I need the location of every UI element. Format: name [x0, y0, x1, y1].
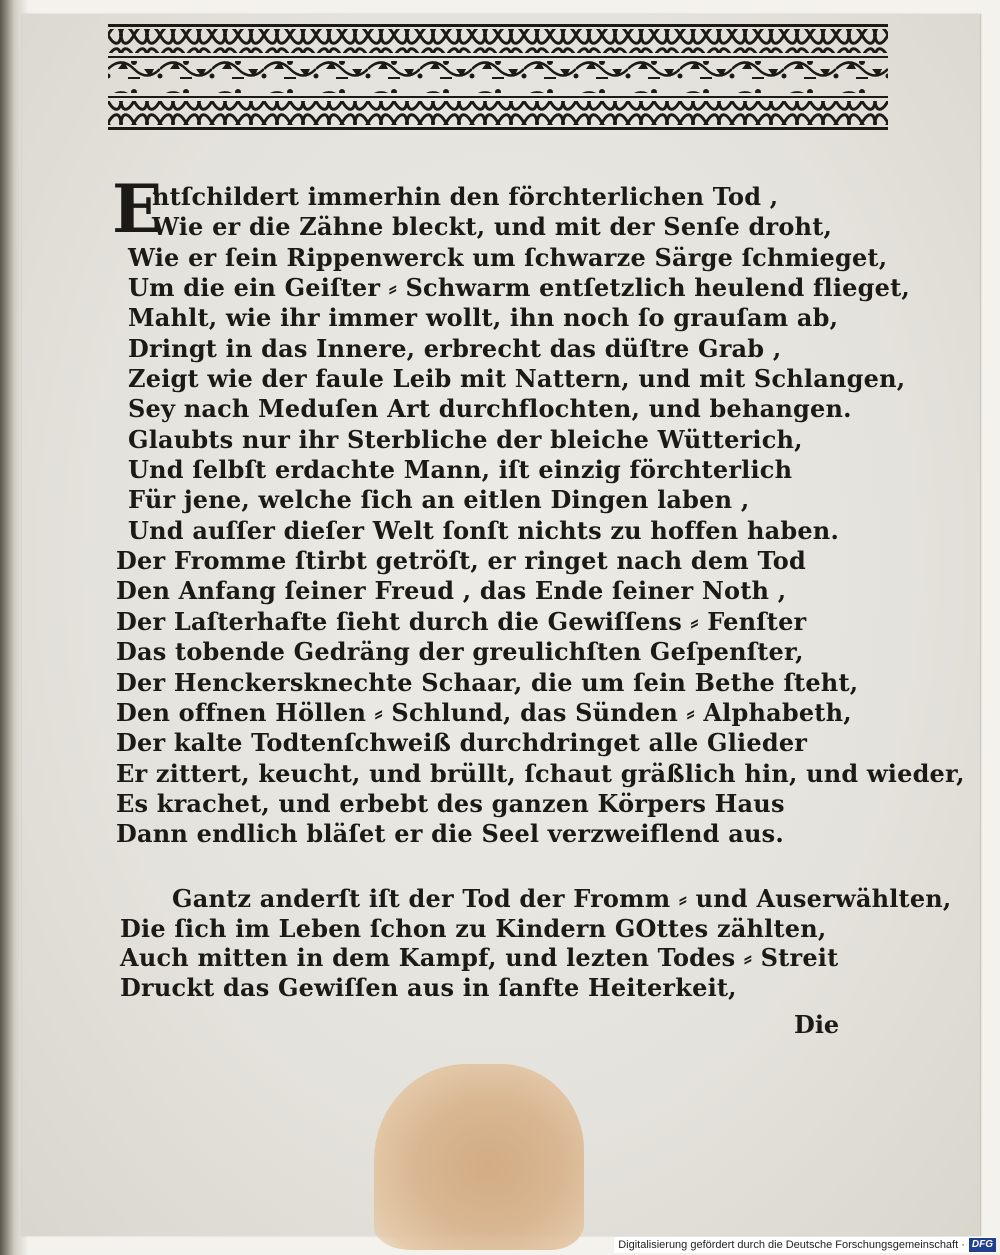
- poem-line: Dann endlich bläſet er die Seel verzweiflend aus.: [116, 819, 784, 849]
- poem-line: ntſchildert immerhin den förchterlichen Tod ,: [152, 182, 779, 211]
- poem-line: Dringt in das Innere, erbrecht das düſtre Grab ,: [128, 333, 782, 363]
- poem-line: Der Laſterhafte ſieht durch die Gewiſſens ⸗ Fenſter: [116, 606, 807, 636]
- poem-line: Der Henckersknechte Schaar, die um ſein Bethe ſteht,: [116, 667, 859, 697]
- catchword: Die: [794, 1010, 840, 1039]
- poem-line: Der kalte Todtenſchweiß durchdringet alle Glieder: [116, 728, 808, 758]
- poem-line: Er zittert, keucht, und brüllt, ſchaut gräßlich hin, und wieder,: [116, 758, 965, 788]
- poem-line: Glaubts nur ihr Sterbliche der bleiche Wütterich,: [128, 424, 803, 454]
- poem-line: Den offnen Höllen ⸗ Schlund, das Sünden ⸗ Alphabeth,: [116, 697, 852, 727]
- poem-line: Für jene, welche ſich an eitlen Dingen laben ,: [128, 485, 750, 515]
- poem-line: Zeigt wie der faule Leib mit Nattern, und mit Schlangen,: [128, 364, 906, 394]
- poem-line: Auch mitten in dem Kampf, und lezten Todes ⸗ Streit: [120, 943, 839, 972]
- digitization-footer: [614, 1237, 996, 1253]
- poem-line: Gantz anderſt iſt der Tod der Fromm ⸗ und Auserwählten,: [172, 884, 952, 913]
- poem-line: Und ſelbſt erdachte Mann, iſt einzig förchterlich: [128, 455, 793, 485]
- poem-stanza-1: [112, 170, 965, 850]
- dfg-logo-icon: DFG: [969, 1238, 996, 1252]
- poem-line: Das tobende Gedräng der greulichſten Geſpenſter,: [116, 637, 804, 667]
- drop-cap: E: [112, 170, 163, 248]
- poem-line: Und auſſer dieſer Welt ſonſt nichts zu hoffen haben.: [128, 515, 840, 545]
- poem-line: Um die ein Geiſter ⸗ Schwarm entſetzlich heulend flieget,: [128, 273, 910, 303]
- poem-line: Wie er ſein Rippenwerck um ſchwarze Särge ſchmieget,: [128, 242, 888, 272]
- poem-line: Die ſich im Leben ſchon zu Kindern GOttes zählten,: [120, 913, 827, 943]
- poem-line: Mahlt, wie ihr immer wollt, ihn noch ſo grauſam ab,: [128, 303, 839, 333]
- poem-line: Den Anfang ſeiner Freud , das Ende ſeiner Noth ,: [116, 576, 787, 606]
- footer-credit-text: Digitalisierung gefördert durch die Deutsche Forschungsgemeinschaft ·: [618, 1239, 965, 1251]
- paper-stain: [374, 1064, 584, 1250]
- poem-line: Sey nach Meduſen Art durchflochten, und behangen.: [128, 394, 852, 424]
- poem-stanza-2: [120, 884, 952, 1002]
- poem-line: Es krachet, und erbebt des ganzen Körpers Haus: [116, 788, 785, 818]
- decorative-ornament-band: [108, 24, 888, 130]
- poem-line: Druckt das Gewiſſen aus in ſanfte Heiterkeit,: [120, 972, 737, 1002]
- poem-line: Der Fromme ſtirbt getröſt, er ringet nach dem Tod: [116, 546, 806, 576]
- poem-line: Wie er die Zähne bleckt, und mit der Senſe droht,: [152, 212, 833, 242]
